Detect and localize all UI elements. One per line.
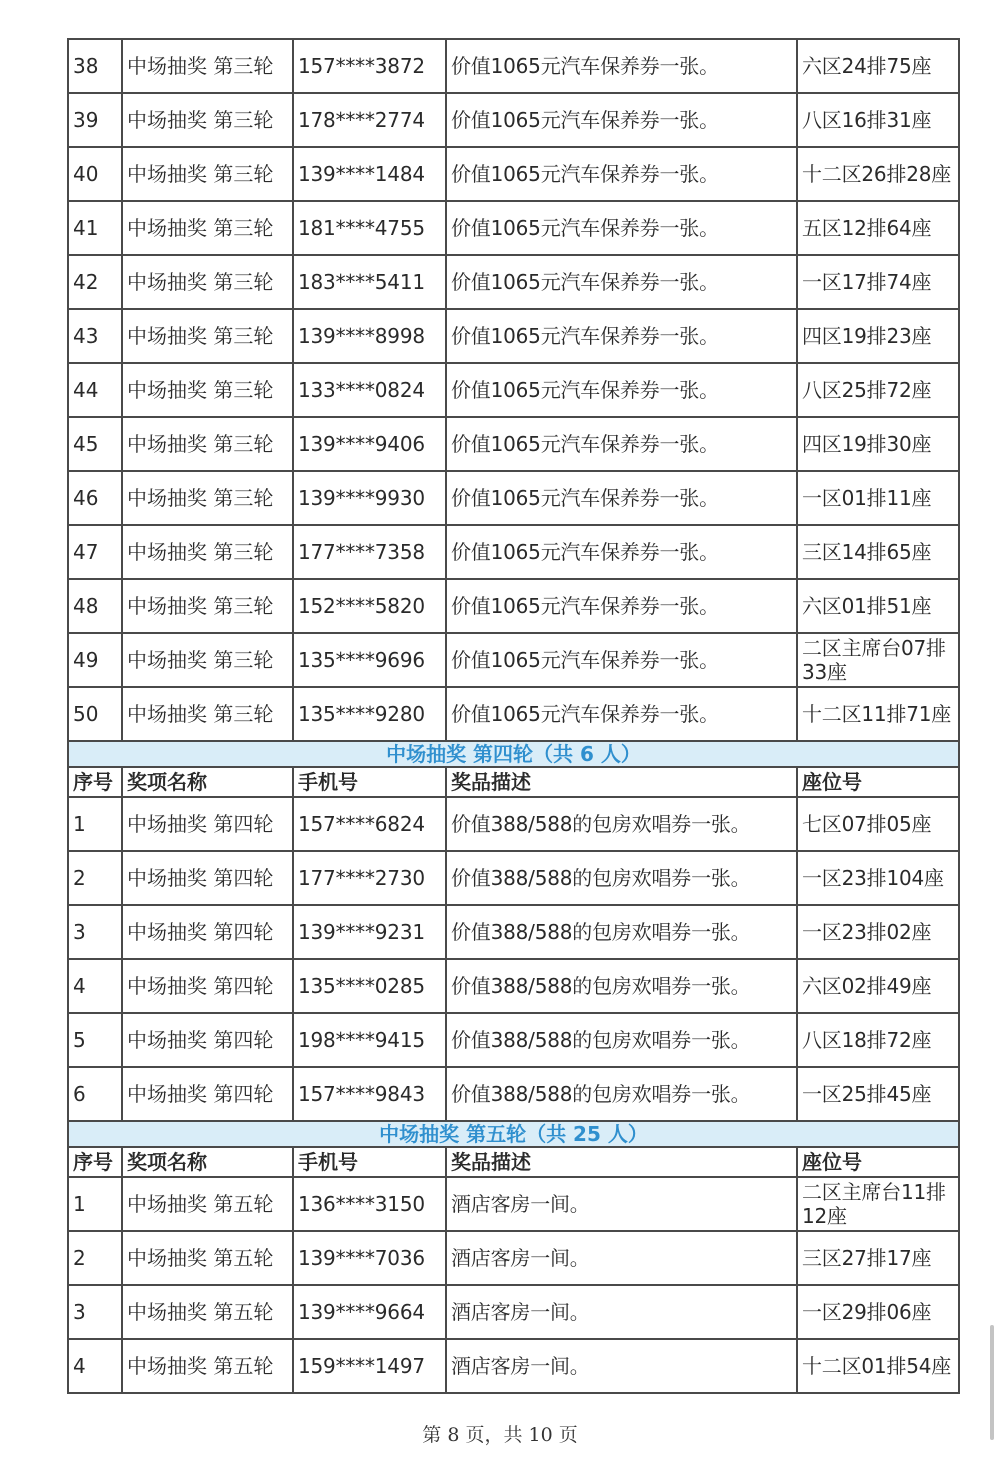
table-row	[68, 1013, 959, 1067]
seat-number: 一区29排06座	[797, 1285, 959, 1339]
seat-number: 八区25排72座	[797, 363, 959, 417]
phone-number: 139****9664	[293, 1285, 446, 1339]
prize-description: 价值388/588的包房欢唱券一张。	[446, 851, 797, 905]
prize-description: 价值1065元汽车保养券一张。	[446, 417, 797, 471]
award-name: 中场抽奖 第三轮	[122, 633, 293, 687]
seat-number: 六区01排51座	[797, 579, 959, 633]
phone-number: 135****0285	[293, 959, 446, 1013]
row-number: 43	[68, 309, 122, 363]
phone-number: 139****1484	[293, 147, 446, 201]
table-row	[68, 39, 959, 93]
award-name: 中场抽奖 第三轮	[122, 93, 293, 147]
table-row	[68, 959, 959, 1013]
seat-number: 八区18排72座	[797, 1013, 959, 1067]
table-row	[68, 1177, 959, 1231]
prize-description: 价值1065元汽车保养券一张。	[446, 633, 797, 687]
table-row	[68, 851, 959, 905]
award-name: 中场抽奖 第三轮	[122, 471, 293, 525]
seat-number: 一区23排104座	[797, 851, 959, 905]
column-header-phone: 手机号	[293, 1147, 446, 1177]
column-header-phone: 手机号	[293, 767, 446, 797]
award-name: 中场抽奖 第三轮	[122, 309, 293, 363]
prize-description: 价值388/588的包房欢唱券一张。	[446, 905, 797, 959]
row-number: 5	[68, 1013, 122, 1067]
row-number: 50	[68, 687, 122, 741]
column-header-seat: 座位号	[797, 1147, 959, 1177]
phone-number: 178****2774	[293, 93, 446, 147]
table-row	[68, 525, 959, 579]
prize-description: 价值1065元汽车保养券一张。	[446, 39, 797, 93]
phone-number: 183****5411	[293, 255, 446, 309]
column-header-name: 奖项名称	[122, 767, 293, 797]
table-row	[68, 201, 959, 255]
award-name: 中场抽奖 第四轮	[122, 1067, 293, 1121]
column-header-seat: 座位号	[797, 767, 959, 797]
row-number: 6	[68, 1067, 122, 1121]
seat-number: 一区17排74座	[797, 255, 959, 309]
prize-description: 价值1065元汽车保养券一张。	[446, 309, 797, 363]
row-number: 46	[68, 471, 122, 525]
seat-number: 五区12排64座	[797, 201, 959, 255]
award-name: 中场抽奖 第四轮	[122, 851, 293, 905]
row-number: 40	[68, 147, 122, 201]
seat-number: 六区02排49座	[797, 959, 959, 1013]
prize-description: 价值388/588的包房欢唱券一张。	[446, 959, 797, 1013]
table-row	[68, 363, 959, 417]
award-name: 中场抽奖 第三轮	[122, 579, 293, 633]
phone-number: 198****9415	[293, 1013, 446, 1067]
prize-description: 价值1065元汽车保养券一张。	[446, 255, 797, 309]
column-header-prize: 奖品描述	[446, 1147, 797, 1177]
seat-number: 十二区01排54座	[797, 1339, 959, 1393]
award-name: 中场抽奖 第五轮	[122, 1285, 293, 1339]
prize-description: 价值1065元汽车保养券一张。	[446, 687, 797, 741]
phone-number: 159****1497	[293, 1339, 446, 1393]
seat-number: 一区23排02座	[797, 905, 959, 959]
phone-number: 177****7358	[293, 525, 446, 579]
seat-number: 六区24排75座	[797, 39, 959, 93]
row-number: 42	[68, 255, 122, 309]
phone-number: 139****9930	[293, 471, 446, 525]
seat-number: 十二区11排71座	[797, 687, 959, 741]
column-header-name: 奖项名称	[122, 1147, 293, 1177]
seat-number: 一区25排45座	[797, 1067, 959, 1121]
row-number: 1	[68, 797, 122, 851]
table-header-row	[68, 767, 959, 797]
seat-number: 四区19排30座	[797, 417, 959, 471]
table-row	[68, 1285, 959, 1339]
phone-number: 177****2730	[293, 851, 446, 905]
seat-number: 三区14排65座	[797, 525, 959, 579]
table-row	[68, 579, 959, 633]
section-title: 中场抽奖 第四轮（共 6 人）	[68, 741, 959, 767]
section-title-row	[68, 1121, 959, 1147]
row-number: 2	[68, 851, 122, 905]
phone-number: 181****4755	[293, 201, 446, 255]
award-name: 中场抽奖 第三轮	[122, 363, 293, 417]
prize-description: 酒店客房一间。	[446, 1177, 797, 1231]
table-row	[68, 309, 959, 363]
award-name: 中场抽奖 第三轮	[122, 39, 293, 93]
column-header-prize: 奖品描述	[446, 767, 797, 797]
seat-number: 七区07排05座	[797, 797, 959, 851]
row-number: 4	[68, 959, 122, 1013]
prize-description: 价值1065元汽车保养券一张。	[446, 93, 797, 147]
table-row	[68, 1231, 959, 1285]
table-row	[68, 1339, 959, 1393]
phone-number: 152****5820	[293, 579, 446, 633]
column-header-no: 序号	[68, 767, 122, 797]
phone-number: 135****9696	[293, 633, 446, 687]
table-row	[68, 147, 959, 201]
table-row	[68, 417, 959, 471]
table-row	[68, 255, 959, 309]
row-number: 2	[68, 1231, 122, 1285]
prize-description: 价值1065元汽车保养券一张。	[446, 471, 797, 525]
phone-number: 136****3150	[293, 1177, 446, 1231]
phone-number: 139****7036	[293, 1231, 446, 1285]
prize-description: 价值388/588的包房欢唱券一张。	[446, 797, 797, 851]
table-row	[68, 471, 959, 525]
table-row	[68, 687, 959, 741]
award-name: 中场抽奖 第五轮	[122, 1177, 293, 1231]
row-number: 49	[68, 633, 122, 687]
phone-number: 139****8998	[293, 309, 446, 363]
award-name: 中场抽奖 第四轮	[122, 797, 293, 851]
scrollbar[interactable]	[990, 1325, 994, 1440]
table-header-row	[68, 1147, 959, 1177]
row-number: 38	[68, 39, 122, 93]
row-number: 3	[68, 1285, 122, 1339]
page-number: 第 8 页，共 10 页	[422, 1424, 578, 1446]
prize-description: 酒店客房一间。	[446, 1231, 797, 1285]
table-row	[68, 905, 959, 959]
row-number: 39	[68, 93, 122, 147]
table-row	[68, 1067, 959, 1121]
phone-number: 133****0824	[293, 363, 446, 417]
row-number: 48	[68, 579, 122, 633]
prize-description: 价值1065元汽车保养券一张。	[446, 525, 797, 579]
seat-number: 八区16排31座	[797, 93, 959, 147]
row-number: 45	[68, 417, 122, 471]
phone-number: 139****9406	[293, 417, 446, 471]
award-name: 中场抽奖 第三轮	[122, 201, 293, 255]
award-name: 中场抽奖 第五轮	[122, 1339, 293, 1393]
phone-number: 157****6824	[293, 797, 446, 851]
phone-number: 157****3872	[293, 39, 446, 93]
phone-number: 139****9231	[293, 905, 446, 959]
phone-number: 157****9843	[293, 1067, 446, 1121]
row-number: 41	[68, 201, 122, 255]
award-name: 中场抽奖 第四轮	[122, 1013, 293, 1067]
seat-number: 四区19排23座	[797, 309, 959, 363]
award-name: 中场抽奖 第四轮	[122, 959, 293, 1013]
award-name: 中场抽奖 第三轮	[122, 687, 293, 741]
seat-number: 二区主席台07排33座	[797, 633, 959, 687]
row-number: 1	[68, 1177, 122, 1231]
prize-description: 价值1065元汽车保养券一张。	[446, 201, 797, 255]
table-row	[68, 797, 959, 851]
award-name: 中场抽奖 第三轮	[122, 525, 293, 579]
award-name: 中场抽奖 第四轮	[122, 905, 293, 959]
row-number: 47	[68, 525, 122, 579]
prize-description: 价值1065元汽车保养券一张。	[446, 579, 797, 633]
prize-description: 价值1065元汽车保养券一张。	[446, 147, 797, 201]
seat-number: 一区01排11座	[797, 471, 959, 525]
prize-description: 酒店客房一间。	[446, 1285, 797, 1339]
seat-number: 三区27排17座	[797, 1231, 959, 1285]
section-title: 中场抽奖 第五轮（共 25 人）	[68, 1121, 959, 1147]
row-number: 3	[68, 905, 122, 959]
table-row	[68, 633, 959, 687]
phone-number: 135****9280	[293, 687, 446, 741]
section-title-row	[68, 741, 959, 767]
prize-description: 价值388/588的包房欢唱券一张。	[446, 1013, 797, 1067]
column-header-no: 序号	[68, 1147, 122, 1177]
seat-number: 十二区26排28座	[797, 147, 959, 201]
seat-number: 二区主席台11排12座	[797, 1177, 959, 1231]
winners-table	[67, 38, 960, 1394]
award-name: 中场抽奖 第三轮	[122, 417, 293, 471]
table-row	[68, 93, 959, 147]
row-number: 44	[68, 363, 122, 417]
award-name: 中场抽奖 第五轮	[122, 1231, 293, 1285]
award-name: 中场抽奖 第三轮	[122, 147, 293, 201]
prize-description: 价值388/588的包房欢唱券一张。	[446, 1067, 797, 1121]
award-name: 中场抽奖 第三轮	[122, 255, 293, 309]
prize-description: 酒店客房一间。	[446, 1339, 797, 1393]
prize-description: 价值1065元汽车保养券一张。	[446, 363, 797, 417]
row-number: 4	[68, 1339, 122, 1393]
